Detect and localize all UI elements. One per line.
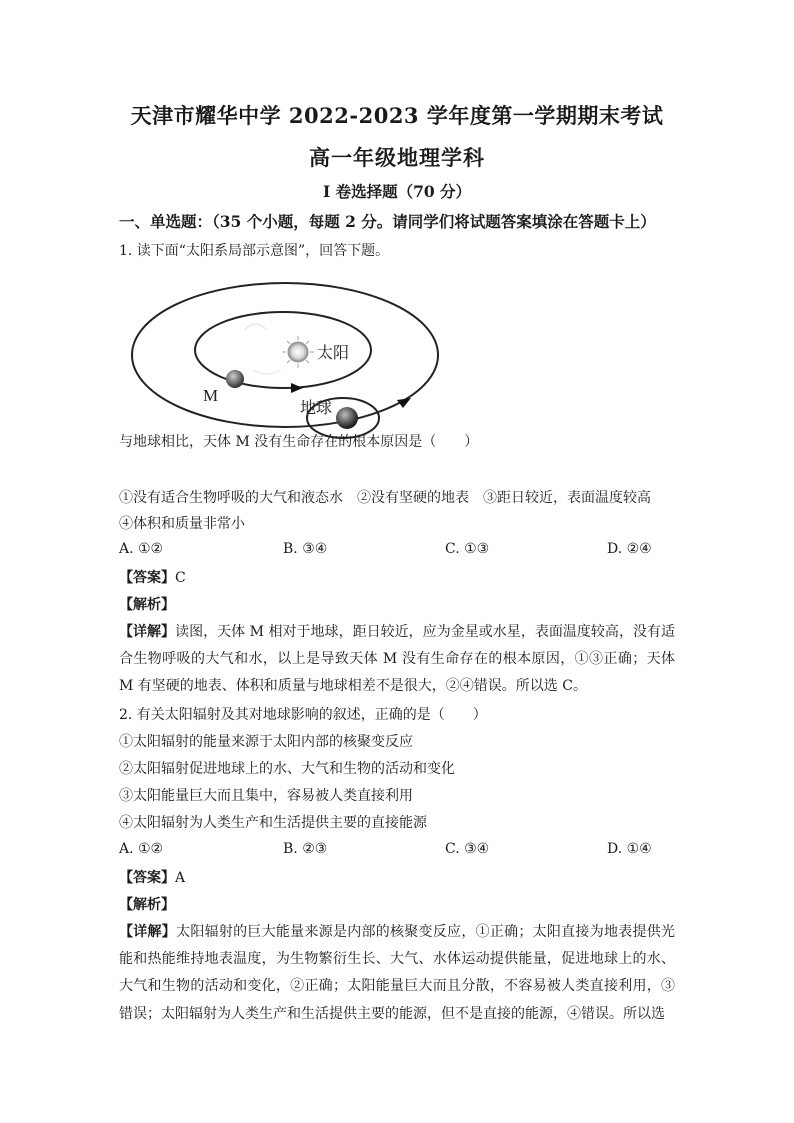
q2-statement-2: ②太阳辐射促进地球上的水、大气和生物的活动和变化 (119, 761, 455, 777)
q2-detail-tag: 【详解】 (119, 924, 177, 940)
q2-detail (119, 919, 675, 1028)
part-heading: I 卷选择题（70 分） (322, 182, 472, 201)
q1-option-b: B. ③④ (283, 541, 328, 557)
q2-detail-text: 太阳辐射的巨大能量来源是内部的核聚变反应，①正确；太阳直接为地表提供光能和热能维持地表温度，为生物繁衍生长、大气、水体运动提供能量，促进地球上的水、大气和生物的活动和变化，②正确；太阳能量巨大而且分散，不容易被人类直接利用，③错误；太阳辐射为人类生产和生活提供主要的能源，但不是直接的能源，④错误。所以选 (119, 924, 676, 1022)
earth-icon (336, 407, 358, 429)
q1-statements-2: ④体积和质量非常小 (119, 516, 245, 532)
solar-system-diagram (125, 270, 455, 440)
q1-option-d: D. ②④ (607, 541, 652, 557)
q1-detail-text: 读图，天体 M 相对于地球，距日较近，应为金星或水星，表面温度较高，没有适合生物呼吸的大气和水，以上是导致天体 M 没有生命存在的根本原因，①③正确；天体 M 有坚硬的地表、体积和质量与地球相差不是很大，②④错误。所以选 C。 (119, 624, 676, 695)
q1-detail (119, 619, 675, 701)
earth-label: 地球 (300, 398, 333, 417)
planet-m-icon (226, 370, 244, 388)
q2-stem: 2. 有关太阳辐射及其对地球影响的叙述，正确的是（ ） (119, 707, 487, 723)
planet-m-label: M (203, 386, 219, 405)
q1-answer-value: C (175, 570, 186, 586)
q2-statement-1: ①太阳辐射的能量来源于太阳内部的核聚变反应 (119, 734, 413, 750)
q1-statements-1: ①没有适合生物呼吸的大气和液态水 ②没有坚硬的地表 ③距日较近，表面温度较高 (119, 490, 651, 506)
outer-orbit (132, 283, 438, 427)
q2-statement-3: ③太阳能量巨大而且集中，容易被人类直接利用 (119, 788, 413, 804)
exam-subtitle: 高一年级地理学科 (309, 145, 485, 170)
q1-option-c: C. ①③ (445, 541, 490, 557)
q2-statement-4: ④太阳辐射为人类生产和生活提供主要的直接能源 (119, 815, 427, 831)
q1-stem: 1. 读下面“太阳系局部示意图”，回答下题。 (119, 243, 390, 259)
q1-analysis-tag: 【解析】 (119, 597, 175, 613)
q1-answer (119, 568, 186, 588)
q2-option-b: B. ②③ (283, 841, 328, 857)
q2-analysis-tag: 【解析】 (119, 897, 175, 913)
section-heading: 一、单选题：（35 个小题，每题 2 分。请同学们将试题答案填涂在答题卡上） (119, 212, 656, 231)
q2-answer (119, 868, 185, 888)
q2-answer-tag: 【答案】 (119, 870, 175, 886)
q1-question: 与地球相比，天体 M 没有生命存在的根本原因是（ ） (119, 434, 479, 450)
q1-detail-tag: 【详解】 (119, 624, 176, 640)
q2-option-c: C. ③④ (445, 841, 490, 857)
q1-option-a: A. ①② (119, 541, 164, 557)
q2-answer-value: A (175, 870, 186, 886)
sun-label: 太阳 (317, 343, 350, 362)
sun-icon (282, 336, 314, 368)
q2-option-d: D. ①④ (607, 841, 652, 857)
inner-orbit-arrow (291, 383, 303, 393)
exam-title: 天津市耀华中学 2022-2023 学年度第一学期期末考试 (130, 103, 664, 128)
q1-answer-tag: 【答案】 (119, 570, 175, 586)
q2-option-a: A. ①② (119, 841, 164, 857)
